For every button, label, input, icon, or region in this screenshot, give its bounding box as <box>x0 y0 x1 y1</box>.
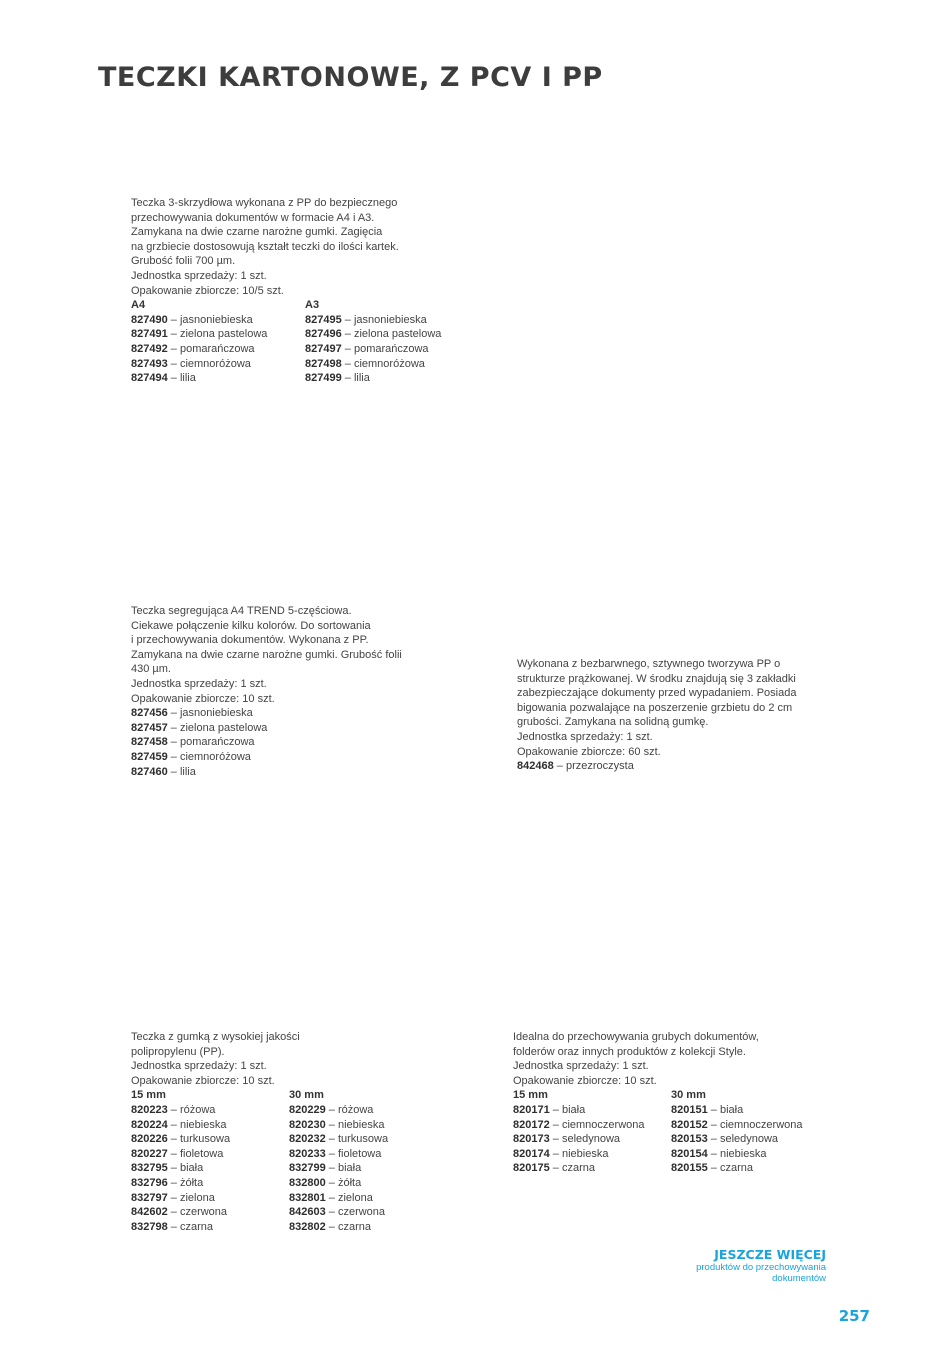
description-line: polipropylenu (PP). <box>131 1045 225 1058</box>
description-line: Zamykana na dwie czarne narożne gumki. Zagięcia <box>131 226 383 239</box>
variant-column <box>517 759 634 774</box>
description-line: Opakowanie zbiorcze: 10 szt. <box>513 1074 657 1087</box>
variant-row <box>513 1132 671 1147</box>
product-code: 827496 <box>305 328 342 341</box>
variant-row <box>131 1191 289 1206</box>
product-code: 827458 <box>131 736 168 749</box>
description-line: Teczka 3-skrzydłowa wykonana z PP do bezpiecznego <box>131 197 398 209</box>
variant-row <box>289 1118 447 1133</box>
color-name: – czarna <box>552 1162 595 1175</box>
variant-row <box>289 1161 447 1176</box>
product-description <box>517 657 796 759</box>
color-name: – pomarańczowa <box>344 342 429 355</box>
product-code: 820175 <box>513 1162 550 1175</box>
column-header: 15 mm <box>513 1089 548 1102</box>
product-code: 827498 <box>305 357 342 370</box>
product-code: 832802 <box>289 1220 326 1233</box>
variant-row <box>289 1103 447 1118</box>
variant-row <box>289 1132 447 1147</box>
color-name: – pomarańczowa <box>170 736 255 749</box>
product-code: 820171 <box>513 1103 550 1116</box>
variant-row <box>305 327 479 342</box>
description-line: folderów oraz innych produktów z kolekcji Style. <box>513 1045 746 1058</box>
more-heading: JESZCZE WIĘCEJ <box>714 1247 826 1262</box>
description-line: Grubość folii 700 µm. <box>131 255 236 268</box>
variant-row <box>131 1118 289 1133</box>
color-name: – fioletowa <box>170 1147 224 1160</box>
product-code: 842602 <box>131 1206 168 1219</box>
variant-row <box>305 342 479 357</box>
product-code: 842468 <box>517 760 554 773</box>
product-code: 827459 <box>131 750 168 763</box>
description-line: Opakowanie zbiorcze: 10/5 szt. <box>131 284 284 297</box>
variant-row <box>131 721 267 736</box>
description-line: Jednostka sprzedaży: 1 szt. <box>131 269 267 282</box>
description-line: Teczka segregująca A4 TREND 5-częściowa. <box>131 605 352 617</box>
color-name: – niebieska <box>170 1118 227 1131</box>
product-code: 820229 <box>289 1103 326 1116</box>
product-code: 827495 <box>305 313 342 326</box>
variant-row <box>131 357 305 372</box>
product-code: 820233 <box>289 1147 326 1160</box>
color-name: – czarna <box>170 1220 213 1233</box>
description-line: Idealna do przechowywania grubych dokumentów, <box>513 1031 759 1043</box>
variant-row <box>289 1205 447 1220</box>
product-code: 820155 <box>671 1162 708 1175</box>
product-block-ribbed-folder <box>517 657 796 774</box>
product-description <box>131 604 402 706</box>
color-name: – ciemnoróżowa <box>170 750 251 763</box>
description-line: Jednostka sprzedaży: 1 szt. <box>517 730 653 743</box>
product-code: 820152 <box>671 1118 708 1131</box>
color-name: – różowa <box>170 1103 216 1116</box>
description-line: Teczka z gumką z wysokiej jakości <box>131 1031 300 1043</box>
variant-columns <box>131 706 402 779</box>
column-header: A4 <box>131 299 146 312</box>
product-code: 827499 <box>305 372 342 385</box>
color-name: – seledynowa <box>710 1133 779 1146</box>
color-name: – czerwona <box>170 1206 228 1219</box>
product-code: 827492 <box>131 342 168 355</box>
color-name: – zielona pastelowa <box>170 721 268 734</box>
product-code: 827457 <box>131 721 168 734</box>
more-products-note <box>696 1247 826 1284</box>
variant-columns <box>131 1088 447 1234</box>
product-code: 820227 <box>131 1147 168 1160</box>
more-line: dokumentów <box>772 1273 826 1284</box>
variant-row <box>131 750 267 765</box>
product-code: 820226 <box>131 1133 168 1146</box>
product-code: 832797 <box>131 1191 168 1204</box>
product-code: 832799 <box>289 1162 326 1175</box>
column-header: A3 <box>305 299 320 312</box>
variant-row <box>131 735 267 750</box>
variant-row <box>131 1205 289 1220</box>
color-name: – czarna <box>710 1162 753 1175</box>
product-code: 820232 <box>289 1133 326 1146</box>
product-code: 827460 <box>131 765 168 778</box>
product-code: 827493 <box>131 357 168 370</box>
color-name: – biała <box>710 1103 744 1116</box>
color-name: – zielona <box>170 1191 215 1204</box>
variant-row <box>513 1147 671 1162</box>
color-name: – czarna <box>328 1220 371 1233</box>
product-block-elastic-folder <box>131 1030 447 1234</box>
variant-row <box>517 759 634 774</box>
variant-row <box>131 371 305 386</box>
variant-row <box>671 1103 829 1118</box>
description-line: Zamykana na dwie czarne narożne gumki. Grubość folii <box>131 648 402 661</box>
color-name: – ciemnoróżowa <box>170 357 251 370</box>
variant-columns <box>513 1088 829 1176</box>
description-line: zabezpieczające dokumenty przed wypadaniem. Posiada <box>517 687 797 700</box>
product-code: 820151 <box>671 1103 708 1116</box>
column-header: 15 mm <box>131 1089 166 1102</box>
description-line: przechowywania dokumentów w formacie A4 i A3. <box>131 211 375 224</box>
column-header: 30 mm <box>289 1089 324 1102</box>
variant-column <box>131 706 267 779</box>
variant-row <box>131 342 305 357</box>
product-code: 832796 <box>131 1176 168 1189</box>
variant-row <box>131 1161 289 1176</box>
product-block-style-folder <box>513 1030 829 1176</box>
variant-row <box>671 1118 829 1133</box>
color-name: – biała <box>170 1162 204 1175</box>
variant-column <box>671 1088 829 1176</box>
color-name: – pomarańczowa <box>170 342 255 355</box>
product-description <box>513 1030 829 1088</box>
color-name: – niebieska <box>710 1147 767 1160</box>
color-name: – niebieska <box>328 1118 385 1131</box>
color-name: – ciemnoczerwona <box>552 1118 645 1131</box>
description-line: Jednostka sprzedaży: 1 szt. <box>131 1060 267 1073</box>
product-code: 820223 <box>131 1103 168 1116</box>
product-block-3-flap-folder <box>131 196 479 386</box>
variant-row <box>289 1191 447 1206</box>
color-name: – zielona <box>328 1191 373 1204</box>
product-code: 820174 <box>513 1147 550 1160</box>
variant-row <box>131 706 267 721</box>
variant-columns <box>131 298 479 386</box>
description-line: i przechowywania dokumentów. Wykonana z PP. <box>131 634 369 647</box>
color-name: – zielona pastelowa <box>170 328 268 341</box>
variant-row <box>513 1118 671 1133</box>
description-line: Opakowanie zbiorcze: 60 szt. <box>517 745 661 758</box>
variant-row <box>131 1147 289 1162</box>
color-name: – jasnoniebieska <box>344 313 427 326</box>
color-name: – przezroczysta <box>556 760 634 773</box>
product-block-trend-folder <box>131 604 402 779</box>
variant-row <box>671 1147 829 1162</box>
product-code: 820224 <box>131 1118 168 1131</box>
description-line: Jednostka sprzedaży: 1 szt. <box>131 677 267 690</box>
variant-column <box>131 1088 289 1234</box>
variant-column <box>305 298 479 386</box>
product-code: 827497 <box>305 342 342 355</box>
product-code: 820154 <box>671 1147 708 1160</box>
description-line: grubości. Zamykana na solidną gumkę. <box>517 716 709 729</box>
color-name: – żółta <box>328 1176 362 1189</box>
product-code: 842603 <box>289 1206 326 1219</box>
product-code: 832801 <box>289 1191 326 1204</box>
description-line: Jednostka sprzedaży: 1 szt. <box>513 1060 649 1073</box>
description-line: strukturze prążkowanej. W środku znajdują się 3 zakładki <box>517 672 796 685</box>
color-name: – biała <box>552 1103 586 1116</box>
color-name: – zielona pastelowa <box>344 328 442 341</box>
variant-column <box>289 1088 447 1234</box>
color-name: – seledynowa <box>552 1133 621 1146</box>
variant-row <box>131 1132 289 1147</box>
variant-columns <box>517 759 796 774</box>
variant-row <box>513 1161 671 1176</box>
variant-row <box>305 313 479 328</box>
color-name: – jasnoniebieska <box>170 313 253 326</box>
variant-row <box>513 1103 671 1118</box>
variant-row <box>671 1132 829 1147</box>
variant-row <box>671 1161 829 1176</box>
product-description <box>131 1030 447 1088</box>
description-line: Opakowanie zbiorcze: 10 szt. <box>131 1074 275 1087</box>
product-code: 832800 <box>289 1176 326 1189</box>
variant-column <box>513 1088 671 1176</box>
column-header: 30 mm <box>671 1089 706 1102</box>
product-code: 832795 <box>131 1162 168 1175</box>
color-name: – czerwona <box>328 1206 386 1219</box>
product-code: 827490 <box>131 313 168 326</box>
variant-row <box>131 1220 289 1235</box>
description-line: Opakowanie zbiorcze: 10 szt. <box>131 692 275 705</box>
page-number: 257 <box>838 1307 870 1325</box>
color-name: – lilia <box>170 372 196 385</box>
product-code: 827456 <box>131 707 168 720</box>
product-code: 820173 <box>513 1133 550 1146</box>
color-name: – żółta <box>170 1176 204 1189</box>
description-line: 430 µm. <box>131 663 171 676</box>
variant-row <box>131 313 305 328</box>
variant-row <box>131 1176 289 1191</box>
variant-row <box>131 1103 289 1118</box>
description-line: Wykonana z bezbarwnego, sztywnego tworzywa PP o <box>517 658 781 670</box>
variant-row <box>131 765 267 780</box>
color-name: – lilia <box>170 765 196 778</box>
color-name: – biała <box>328 1162 362 1175</box>
variant-row <box>131 327 305 342</box>
description-line: Ciekawe połączenie kilku kolorów. Do sortowania <box>131 619 371 632</box>
variant-column <box>131 298 305 386</box>
color-name: – lilia <box>344 372 370 385</box>
color-name: – fioletowa <box>328 1147 382 1160</box>
variant-row <box>289 1176 447 1191</box>
product-code: 820153 <box>671 1133 708 1146</box>
product-code: 832798 <box>131 1220 168 1233</box>
color-name: – ciemnoróżowa <box>344 357 425 370</box>
color-name: – niebieska <box>552 1147 609 1160</box>
product-description <box>131 196 479 298</box>
product-code: 820230 <box>289 1118 326 1131</box>
more-line: produktów do przechowywania <box>696 1262 826 1273</box>
page-title: TECZKI KARTONOWE, Z PCV I PP <box>98 62 603 93</box>
variant-row <box>305 371 479 386</box>
product-code: 827494 <box>131 372 168 385</box>
product-code: 827491 <box>131 328 168 341</box>
color-name: – turkusowa <box>170 1133 231 1146</box>
variant-row <box>289 1147 447 1162</box>
product-code: 820172 <box>513 1118 550 1131</box>
color-name: – jasnoniebieska <box>170 707 253 720</box>
variant-row <box>289 1220 447 1235</box>
color-name: – turkusowa <box>328 1133 389 1146</box>
color-name: – różowa <box>328 1103 374 1116</box>
variant-row <box>305 357 479 372</box>
description-line: bigowania pozwalające na poszerzenie grzbietu do 2 cm <box>517 701 793 714</box>
color-name: – ciemnoczerwona <box>710 1118 803 1131</box>
description-line: na grzbiecie dostosowują kształt teczki do ilości kartek. <box>131 240 399 253</box>
